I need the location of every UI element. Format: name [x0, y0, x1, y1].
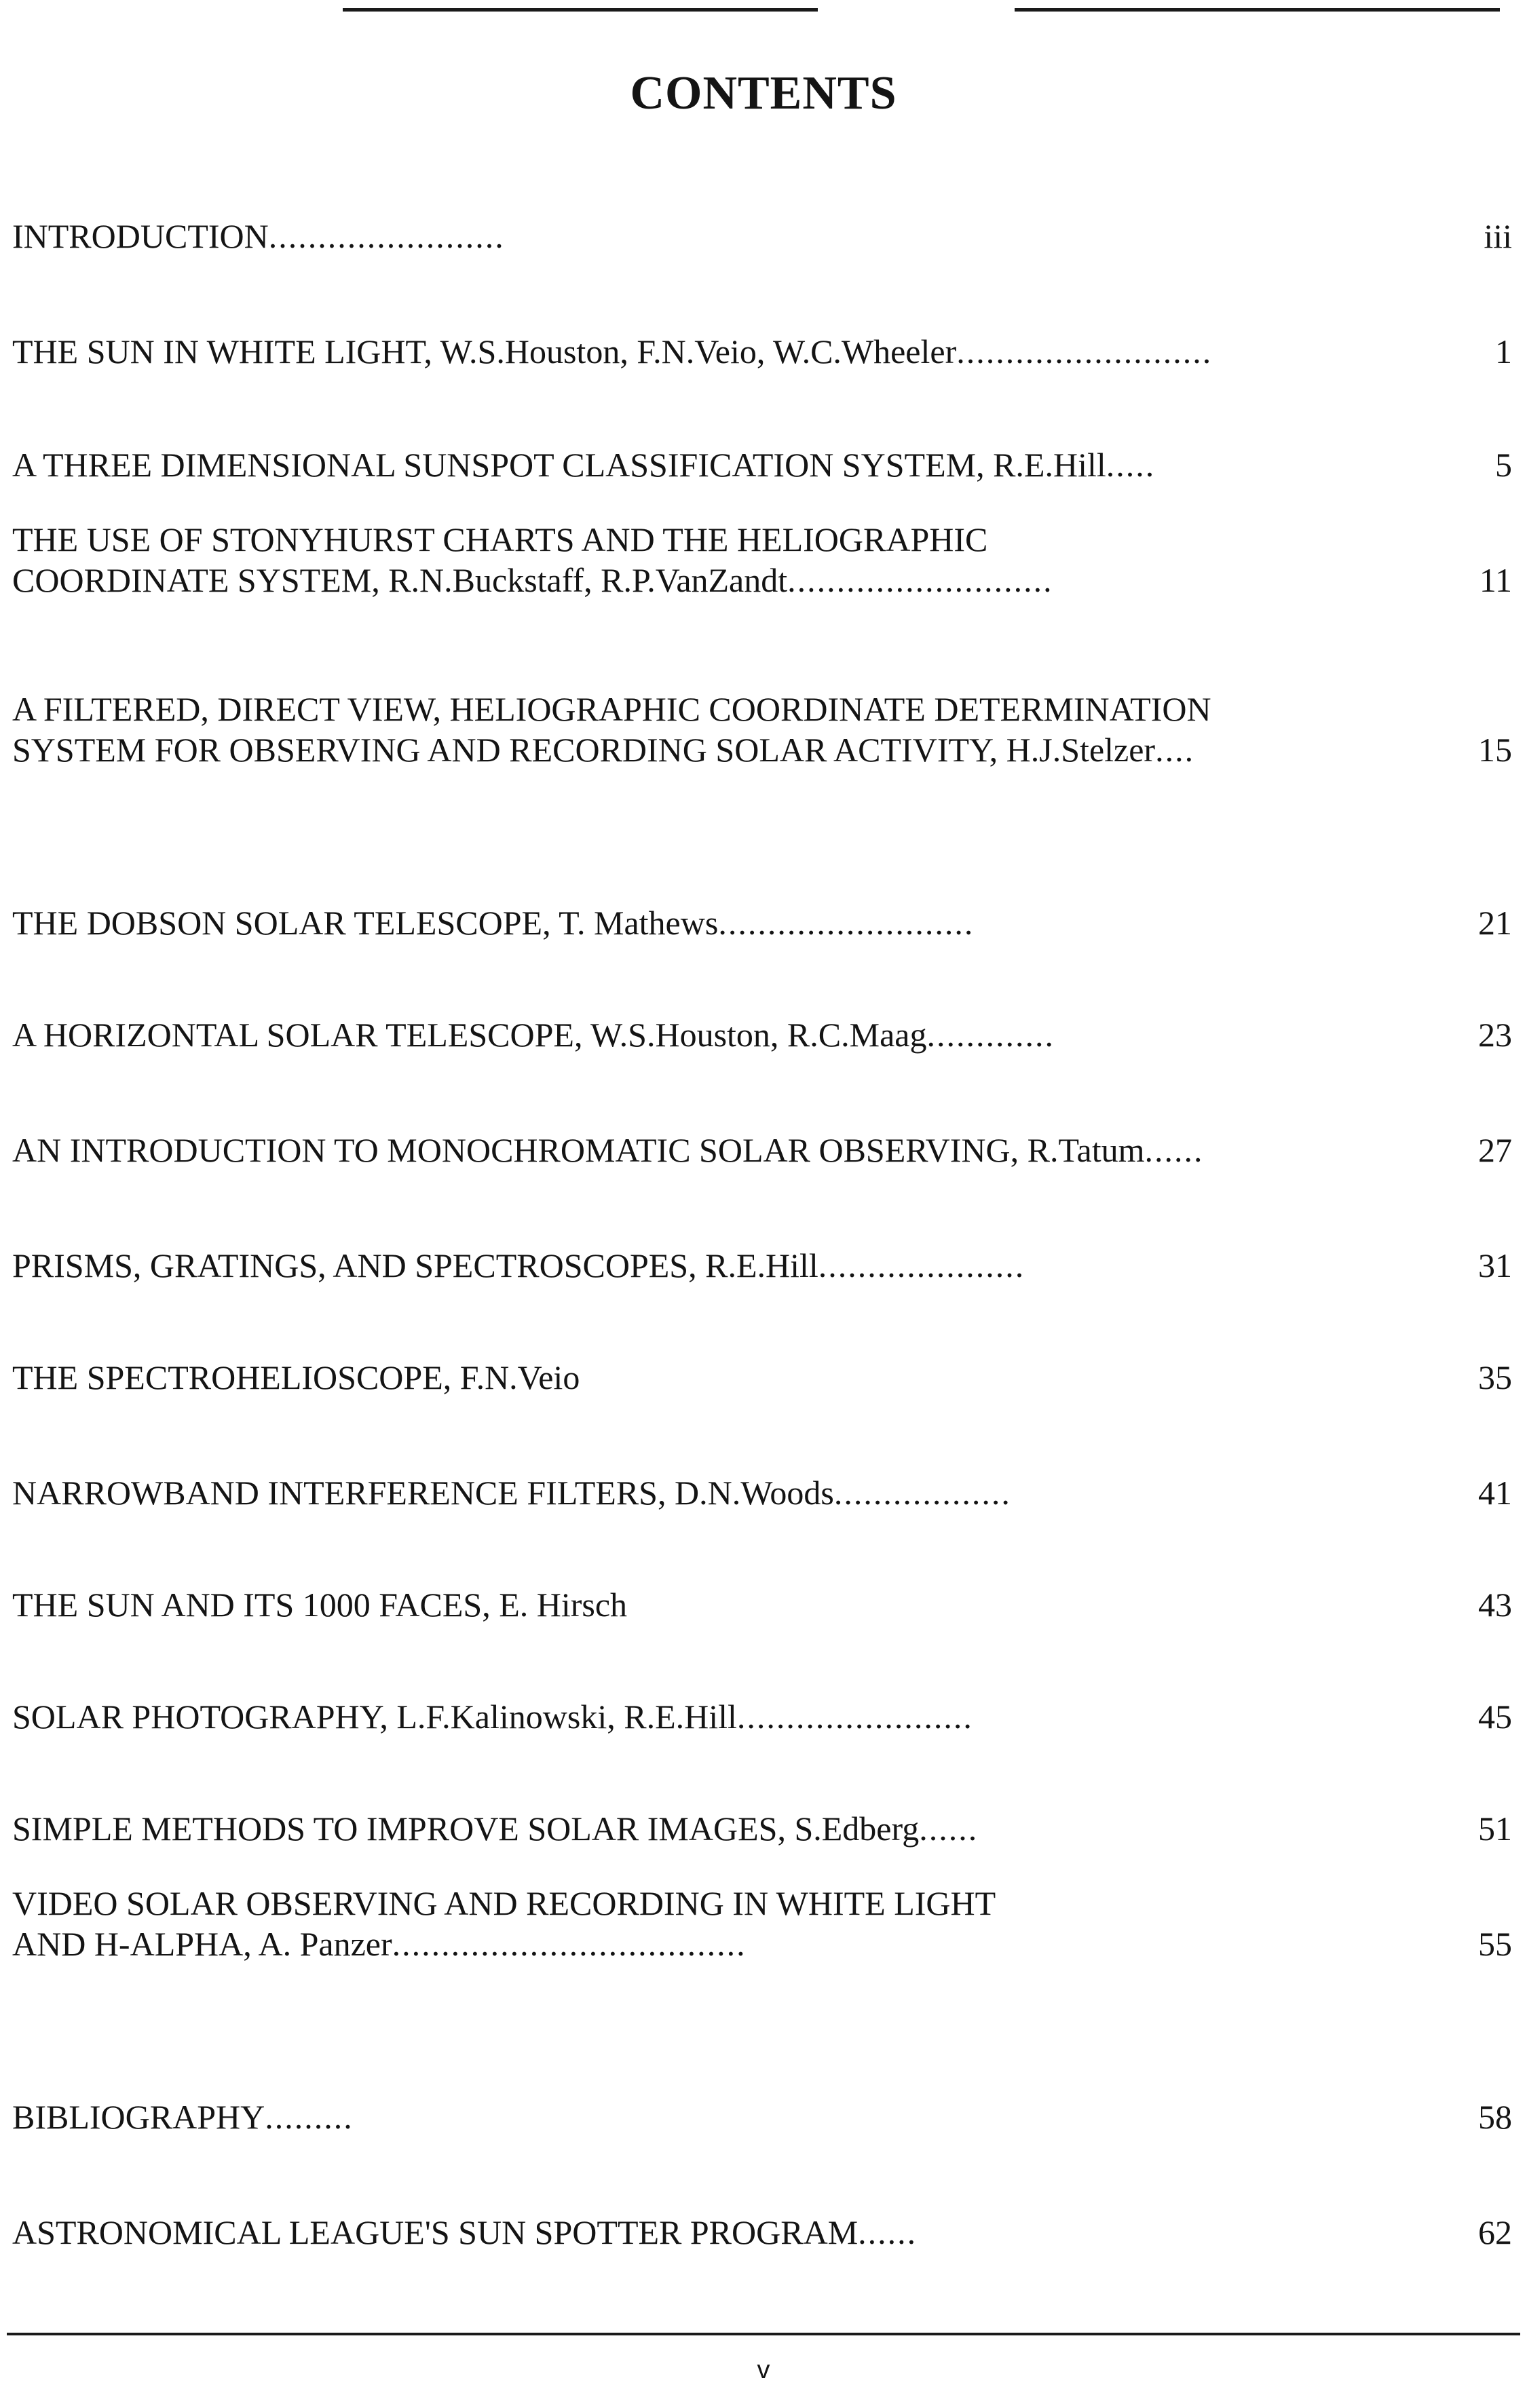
dot-leader: ......: [919, 1810, 979, 1848]
dot-leader: ..........................: [956, 332, 1213, 370]
toc-page-number: 55: [1478, 1925, 1512, 1963]
toc-entry-row: [12, 2212, 1512, 2253]
toc-entry: [12, 1883, 1512, 1964]
toc-page-number: 31: [1478, 1246, 1512, 1284]
toc-page-number: 62: [1478, 2213, 1512, 2251]
toc-entry: [12, 1245, 1512, 1286]
page-title: CONTENTS: [630, 67, 897, 119]
toc-entry-row: [12, 560, 1512, 600]
toc-entry-title: PRISMS, GRATINGS, AND SPECTROSCOPES, R.E.Hill: [12, 1246, 818, 1284]
toc-entry-title: SOLAR PHOTOGRAPHY, L.F.Kalinowski, R.E.Hill: [12, 1698, 737, 1736]
page-number: v: [757, 2356, 770, 2384]
toc-entry-row: [12, 444, 1512, 485]
toc-entry: [12, 1014, 1512, 1055]
toc-entry-title-line: THE USE OF STONYHURST CHARTS AND THE HELIOGRAPHIC: [12, 520, 988, 558]
dot-leader: ...........................: [787, 561, 1053, 599]
toc-page-number: 43: [1478, 1586, 1512, 1624]
dot-leader: .....................: [818, 1246, 1025, 1284]
toc-entry: [12, 216, 1512, 256]
toc-page-number: iii: [1484, 217, 1512, 255]
top-rule-right: [1015, 8, 1500, 12]
toc-entry: [12, 689, 1512, 770]
toc-entry: [12, 2212, 1512, 2253]
toc-entry-row: [12, 216, 1512, 256]
toc-entry-row: [12, 1130, 1512, 1170]
toc-entry-row: [12, 331, 1512, 372]
toc-entry: [12, 1584, 1512, 1625]
toc-entry: [12, 902, 1512, 943]
toc-entry-title: THE SUN IN WHITE LIGHT, W.S.Houston, F.N.Veio, W.C.Wheeler: [12, 332, 957, 370]
toc-entry-title: THE SPECTROHELIOSCOPE, F.N.Veio: [12, 1358, 580, 1396]
dot-leader: ......: [858, 2213, 918, 2251]
bottom-rule: [7, 2333, 1520, 2335]
toc-entry-title: COORDINATE SYSTEM, R.N.Buckstaff, R.P.VanZandt: [12, 561, 788, 599]
dot-leader: ....: [1155, 731, 1195, 769]
dot-leader: .....: [1106, 446, 1156, 484]
toc-entry-title: ASTRONOMICAL LEAGUE'S SUN SPOTTER PROGRAM: [12, 2213, 859, 2251]
toc-entry-row: [12, 1357, 1512, 1398]
toc-entry-title-line: A FILTERED, DIRECT VIEW, HELIOGRAPHIC COORDINATE DETERMINATION: [12, 690, 1211, 728]
toc-page-number: 41: [1478, 1474, 1512, 1512]
toc-entry-title-line: VIDEO SOLAR OBSERVING AND RECORDING IN WHITE LIGHT: [12, 1884, 996, 1922]
dot-leader: ..........................: [718, 904, 975, 942]
toc-page-number: 45: [1478, 1698, 1512, 1736]
toc-entry-row: [12, 1584, 1512, 1625]
toc-entry: [12, 1808, 1512, 1849]
toc-entry-row: [12, 1245, 1512, 1286]
toc-entry-title: THE DOBSON SOLAR TELESCOPE, T. Mathews: [12, 904, 719, 942]
toc-entry-title: SIMPLE METHODS TO IMPROVE SOLAR IMAGES, S.Edberg: [12, 1810, 920, 1848]
toc-page-number: 51: [1478, 1810, 1512, 1848]
toc-entry: [12, 1130, 1512, 1170]
toc-entry-title: NARROWBAND INTERFERENCE FILTERS, D.N.Woods: [12, 1474, 834, 1512]
toc-entry-title: A HORIZONTAL SOLAR TELESCOPE, W.S.Houston, R.C.Maag: [12, 1016, 927, 1054]
toc-entry-row: [12, 1808, 1512, 1849]
toc-page-number: 15: [1478, 731, 1512, 769]
toc-entry: [12, 519, 1512, 600]
toc-entry-row: [12, 1472, 1512, 1513]
dot-leader: ....................................: [392, 1925, 747, 1963]
toc-entry-row: [12, 1924, 1512, 1964]
toc-entry: [12, 331, 1512, 372]
dot-leader: .............: [926, 1016, 1055, 1054]
toc-entry: [12, 444, 1512, 485]
toc-entry-row: [12, 1696, 1512, 1737]
toc-entry: [12, 1357, 1512, 1398]
toc-page-number: 35: [1478, 1358, 1512, 1396]
toc-page-number: 23: [1478, 1016, 1512, 1054]
toc-entry-title: INTRODUCTION: [12, 217, 269, 255]
toc-entry-title: A THREE DIMENSIONAL SUNSPOT CLASSIFICATION SYSTEM, R.E.Hill: [12, 446, 1106, 484]
toc-page-number: 21: [1478, 904, 1512, 942]
toc-entry-title: SYSTEM FOR OBSERVING AND RECORDING SOLAR ACTIVITY, H.J.Stelzer: [12, 731, 1156, 769]
toc-page-number: 27: [1478, 1131, 1512, 1169]
dot-leader: ........................: [268, 217, 505, 255]
toc-page-number: 58: [1478, 2098, 1512, 2136]
toc-entry-row: [12, 902, 1512, 943]
toc-entry: [12, 2097, 1512, 2137]
toc-entry: [12, 1472, 1512, 1513]
dot-leader: ..................: [833, 1474, 1011, 1512]
toc-page-number: 11: [1479, 561, 1512, 599]
dot-leader: ........................: [736, 1698, 973, 1736]
toc-entry: [12, 1696, 1512, 1737]
toc-entry-title: BIBLIOGRAPHY: [12, 2098, 265, 2136]
toc-page-number: 5: [1495, 446, 1512, 484]
dot-leader: .........: [265, 2098, 354, 2136]
top-rule-left: [343, 8, 818, 12]
toc-entry-row: [12, 2097, 1512, 2137]
toc-entry-title: AND H-ALPHA, A. Panzer: [12, 1925, 392, 1963]
toc-entry-title: AN INTRODUCTION TO MONOCHROMATIC SOLAR OBSERVING, R.Tatum: [12, 1131, 1145, 1169]
toc-entry-title: THE SUN AND ITS 1000 FACES, E. Hirsch: [12, 1586, 628, 1624]
toc-page-number: 1: [1495, 332, 1512, 370]
toc-entry-row: [12, 729, 1512, 770]
dot-leader: ......: [1144, 1131, 1204, 1169]
toc-entry-row: [12, 1014, 1512, 1055]
